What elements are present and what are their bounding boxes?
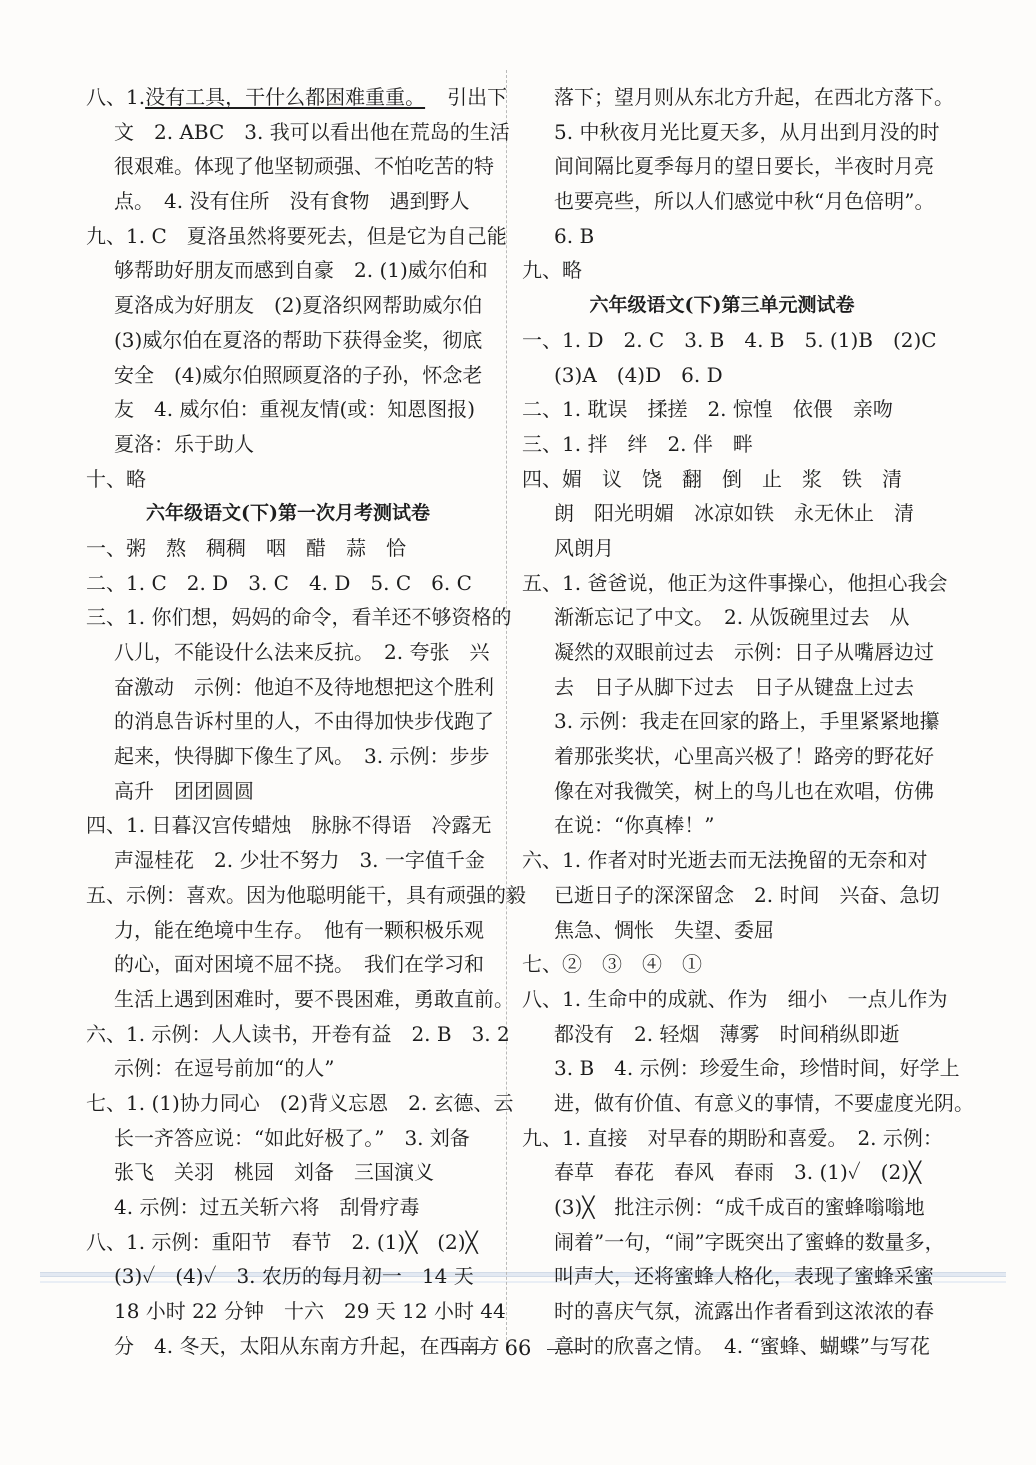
- answer-line: 像在对我微笑，树上的鸟儿也在欢唱，仿佛: [554, 778, 934, 803]
- answer-line: 六、1. 示例：人人读书，开卷有益 2. B 3. 2: [86, 1021, 510, 1046]
- answer-line: 五、示例：喜欢。因为他聪明能干，具有顽强的毅: [86, 882, 526, 907]
- answer-line: 九、略: [522, 258, 582, 283]
- answer-line: 3. 示例：我走在回家的路上，手里紧紧地攥: [554, 709, 940, 734]
- answer-line: 4. 示例：过五关斩六将 刮骨疗毒: [114, 1195, 420, 1219]
- page-number-footer: [0, 1333, 1036, 1363]
- answer-line: 长一齐答应说：“如此好极了。” 3. 刘备: [114, 1125, 470, 1150]
- answer-line: 三、1. 拌 绊 2. 伴 畔: [522, 431, 753, 456]
- answer-line: 很艰难。体现了他坚韧顽强、不怕吃苦的特: [114, 154, 494, 179]
- answer-line: 够帮助好朋友而感到自豪 2. (1)威尔伯和: [114, 258, 488, 283]
- answer-line: 二、1. C 2. D 3. C 4. D 5. C 6. C: [86, 570, 472, 595]
- answer-line: (3)✓ (4)✓ 3. 农历的每月初一 14 天: [114, 1264, 474, 1289]
- answer-line: 闹着”一句，“闹”字既突出了蜜蜂的数量多，: [554, 1229, 945, 1254]
- answer-line: 的消息告诉村里的人，不由得加快步伐跑了: [114, 709, 494, 734]
- answer-line: 声湿桂花 2. 少壮不努力 3. 一字值千金: [114, 848, 485, 873]
- answer-line: 七、② ③ ④ ①: [522, 952, 702, 977]
- right-column: [522, 80, 974, 1363]
- answer-line: 在说：“你真棒！”: [554, 813, 715, 838]
- answer-line: 6. B: [554, 223, 595, 248]
- answer-line: 凝然的双眼前过去 示例：日子从嘴唇边过: [554, 640, 934, 664]
- answer-line: 二、1. 耽误 揉搓 2. 惊惶 依偎 亲吻: [522, 397, 893, 422]
- answer-line: 时的喜庆气氛，流露出作者看到这浓浓的春: [554, 1299, 934, 1324]
- answer-line: 一、1. D 2. C 3. B 4. B 5. (1)B (2)C: [522, 327, 937, 352]
- answer-line: 夏洛成为好朋友 (2)夏洛织网帮助威尔伯: [114, 293, 483, 318]
- footer-dash-right: [547, 1349, 585, 1350]
- answer-line: 去 日子从脚下过去 日子从键盘上过去: [554, 674, 914, 699]
- answer-line: 示例：在逗号前加“的人”: [114, 1056, 335, 1081]
- answer-line: 八、1. 示例：重阳节 春节 2. (1)╳ (2)╳: [86, 1229, 478, 1254]
- answer-line: 点。 4. 没有住所 没有食物 遇到野人: [114, 189, 470, 214]
- answer-line: 一、粥 熬 稠稠 咽 醋 蒜 恰: [86, 535, 406, 560]
- answer-line: 着那张奖状，心里高兴极了！路旁的野花好: [554, 744, 934, 769]
- answer-line: 风朗月: [554, 535, 614, 560]
- answer-line: 朗 阳光明媚 冰凉如铁 永无休止 清: [554, 501, 914, 526]
- answer-line: 春草 春花 春风 春雨 3. (1)✓ (2)╳: [554, 1160, 922, 1185]
- answer-line: 六、1. 作者对时光逝去而无法挽留的无奈和对: [522, 848, 928, 873]
- answer-line: 起来，快得脚下像生了风。 3. 示例：步步: [114, 744, 490, 769]
- answer-line: 进，做有价值、有意义的事情，不要虚度光阴。: [554, 1090, 974, 1115]
- answer-line: 间间隔比夏季每月的望日要长，半夜时月亮: [554, 154, 934, 179]
- answer-line: 十、略: [86, 466, 146, 491]
- answer-line: 四、1. 日暮汉宫传蜡烛 脉脉不得语 冷露无: [86, 813, 492, 838]
- answer-line: 五、1. 爸爸说，他正为这件事操心，他担心我会: [522, 570, 948, 595]
- answer-line: 四、媚 议 饶 翻 倒 止 浆 铁 清: [522, 466, 902, 491]
- answer-line: 高升 团团圆圆: [114, 778, 254, 803]
- answer-line: 落下；望月则从东北方升起，在西北方落下。: [554, 85, 954, 109]
- answer-line: 九、1. C 夏洛虽然将要死去，但是它为自己能: [86, 223, 507, 248]
- answer-line: 力，能在绝境中生存。 他有一颗积极乐观: [114, 917, 484, 942]
- answer-line: 七、1. (1)协力同心 (2)背义忘恩 2. 玄德、云: [86, 1090, 514, 1115]
- answer-line: 九、1. 直接 对早春的期盼和喜爱。 2. 示例：: [522, 1125, 943, 1150]
- answer-line: (3)A (4)D 6. D: [554, 362, 723, 387]
- answer-line: (3)╳ 批注示例：“成千成百的蜜蜂嗡嗡地: [554, 1195, 925, 1219]
- answer-line: 的心，面对困境不屈不挠。 我们在学习和: [114, 952, 484, 977]
- answer-line: 都没有 2. 轻烟 薄雾 时间稍纵即逝: [554, 1021, 900, 1046]
- footer-dash-left: [451, 1349, 489, 1350]
- answer-line: 焦急、惆怅 失望、委屈: [554, 917, 774, 942]
- answer-line: 3. B 4. 示例：珍爱生命，珍惜时间，好学上: [554, 1056, 960, 1081]
- answer-line: [86, 80, 508, 115]
- answer-line: 分 4. 冬天，太阳从东南方升起，在西南方: [114, 1333, 500, 1358]
- answer-line: 张飞 关羽 桃园 刘备 三国演义: [114, 1160, 434, 1185]
- answer-line: 奋激动 示例：他迫不及待地想把这个胜利: [114, 674, 494, 699]
- section-title: 六年级语文(下)第一次月考测试卷: [146, 502, 430, 525]
- answer-line: (3)威尔伯在夏洛的帮助下获得金奖，彻底: [114, 327, 483, 352]
- section-title: 六年级语文(下)第三单元测试卷: [589, 294, 855, 317]
- column-divider: [506, 70, 507, 1350]
- answer-line: 夏洛：乐于助人: [114, 431, 254, 456]
- answer-line: 意时的欣喜之情。 4. “蜜蜂、蝴蝶”与写花: [554, 1333, 930, 1358]
- answer-line: 八、1. 生命中的成就、作为 细小 一点儿作为: [522, 986, 948, 1011]
- underlined-answer: 没有工具，干什么都困难重重。: [145, 85, 426, 109]
- answer-line: 已逝日子的深深留念 2. 时间 兴奋、急切: [554, 882, 940, 907]
- answer-line: 生活上遇到困难时，要不畏困难，勇敢直前。: [114, 986, 514, 1011]
- answer-line: 渐渐忘记了中文。 2. 从饭碗里过去 从: [554, 605, 910, 630]
- answer-line: 文 2. ABC 3. 我可以看出他在荒岛的生活: [114, 119, 510, 144]
- answer-text: 引出下: [447, 85, 508, 109]
- answer-line: 三、1. 你们想，妈妈的命令，看羊还不够资格的: [86, 605, 512, 630]
- answer-line: 八儿，不能设什么法来反抗。 2. 夸张 兴: [114, 640, 490, 664]
- answer-line: 5. 中秋夜月光比夏天多，从月出到月没的时: [554, 119, 940, 144]
- answer-line: 安全 (4)威尔伯照顾夏洛的子孙，怀念老: [114, 362, 483, 387]
- answer-line: 叫声大，还将蜜蜂人格化，表现了蜜蜂采蜜: [554, 1264, 934, 1289]
- answer-line: 也要亮些，所以人们感觉中秋“月色倍明”。: [554, 189, 935, 214]
- answer-line: 18 小时 22 分钟 十六 29 天 12 小时 44: [114, 1299, 506, 1324]
- page-number: 66: [504, 1336, 532, 1360]
- answer-line: 友 4. 威尔伯：重视友情(或：知恩图报): [114, 397, 476, 422]
- section-label: 八、1.: [86, 85, 146, 109]
